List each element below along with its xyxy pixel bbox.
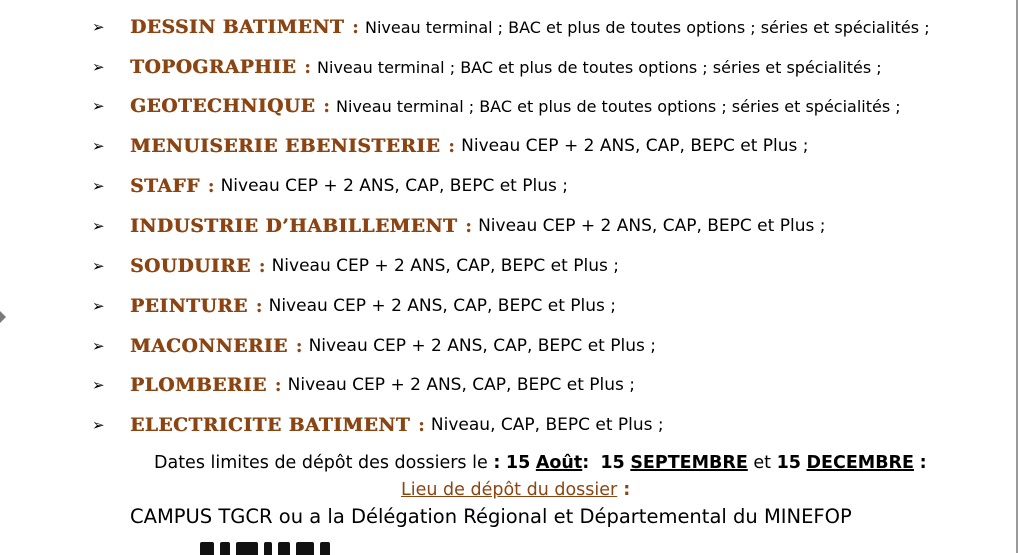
formation-label: PLOMBERIE — [130, 374, 267, 396]
deadline-text: Dates limites de dépôt des dossiers le — [154, 453, 488, 473]
formation-requirements: Niveau CEP + 2 ANS, CAP, BEPC et Plus ; — [287, 375, 636, 395]
formation-label: ELECTRICITE BATIMENT — [130, 414, 411, 436]
formation-label: DESSIN BATIMENT — [130, 16, 345, 38]
formation-requirements: Niveau terminal ; BAC et plus de toutes options ; séries et spécialités ; — [336, 96, 901, 116]
formation-requirements: Niveau, CAP, BEPC et Plus ; — [430, 415, 664, 435]
label-colon: : — [465, 215, 473, 237]
campus-location: CAMPUS TGCR ou a la Délégation Régional et Départemental du MINEFOP — [130, 505, 852, 528]
label-colon: : — [352, 16, 359, 38]
formation-item — [92, 410, 664, 440]
arrow-bullet-icon: ➢ — [92, 296, 105, 315]
arrow-bullet-icon: ➢ — [92, 415, 105, 434]
arrow-bullet-icon: ➢ — [92, 17, 105, 36]
arrow-bullet-icon: ➢ — [92, 375, 105, 394]
lieu-depot-heading — [401, 480, 630, 500]
formation-requirements: Niveau CEP + 2 ANS, CAP, BEPC et Plus ; — [220, 176, 568, 196]
formation-label: MACONNERIE — [130, 335, 288, 357]
date-1-day: 15 — [505, 453, 531, 473]
label-colon: : — [323, 95, 331, 117]
date-2-day: 15 — [600, 453, 625, 473]
label-colon: : — [418, 414, 425, 436]
formation-item — [92, 12, 930, 42]
label-colon: : — [274, 374, 282, 396]
arrow-bullet-icon: ➢ — [92, 136, 105, 155]
date-2-month: SEPTEMBRE — [630, 453, 748, 473]
formation-label: PEINTURE — [130, 295, 248, 317]
arrow-bullet-icon: ➢ — [92, 176, 105, 195]
formation-label: MENUISERIE EBENISTERIE — [130, 135, 441, 157]
date-3-month: DECEMBRE — [806, 453, 914, 473]
formation-item — [92, 331, 656, 361]
deadline-line: Dates limites de dépôt des dossiers le : 15 Août: 15 SEPTEMBRE et 15 DECEMBRE : — [154, 453, 927, 473]
formation-label: SOUDUIRE — [130, 255, 251, 277]
date-3-day: 15 — [776, 453, 801, 473]
formation-item — [92, 370, 635, 400]
formation-label: INDUSTRIE D’HABILLEMENT — [130, 215, 458, 237]
lieu-depot-title: Lieu de dépôt du dossier — [401, 480, 618, 500]
label-colon: : — [207, 175, 215, 197]
formation-item — [92, 211, 825, 241]
formation-requirements: Niveau CEP + 2 ANS, CAP, BEPC et Plus ; — [268, 296, 616, 316]
label-colon: : — [295, 335, 303, 357]
label-colon: : — [255, 295, 263, 317]
arrow-bullet-icon: ➢ — [92, 336, 105, 355]
formation-requirements: Niveau CEP + 2 ANS, CAP, BEPC et Plus ; — [461, 136, 809, 156]
formation-requirements: Niveau terminal ; BAC et plus de toutes options ; séries et spécialités ; — [364, 17, 930, 37]
label-colon: : — [448, 135, 456, 157]
label-colon: : — [304, 56, 312, 78]
formation-label: TOPOGRAPHIE — [130, 56, 297, 78]
formation-label: STAFF — [130, 175, 200, 197]
formation-item — [92, 91, 901, 121]
formation-item — [92, 291, 616, 321]
formation-requirements: Niveau terminal ; BAC et plus de toutes options ; séries et spécialités ; — [317, 57, 882, 77]
formation-item — [92, 131, 809, 161]
formation-item — [92, 251, 619, 281]
date-1-month: Août — [535, 453, 583, 473]
label-colon: : — [258, 255, 266, 277]
formation-item — [92, 171, 568, 201]
scroll-left-arrow-icon[interactable] — [0, 311, 6, 323]
lieu-depot-colon: : — [623, 480, 631, 500]
formation-item — [92, 52, 882, 82]
arrow-bullet-icon: ➢ — [92, 57, 105, 76]
formation-requirements: Niveau CEP + 2 ANS, CAP, BEPC et Plus ; — [308, 336, 656, 356]
formation-requirements: Niveau CEP + 2 ANS, CAP, BEPC et Plus ; — [478, 216, 826, 236]
deadline-and: et — [753, 453, 771, 473]
formation-label: GEOTECHNIQUE — [130, 95, 316, 117]
arrow-bullet-icon: ➢ — [92, 96, 105, 115]
arrow-bullet-icon: ➢ — [92, 216, 105, 235]
deadline-colon: : — [493, 453, 501, 473]
formation-requirements: Niveau CEP + 2 ANS, CAP, BEPC et Plus ; — [271, 256, 619, 276]
arrow-bullet-icon: ➢ — [92, 256, 105, 275]
